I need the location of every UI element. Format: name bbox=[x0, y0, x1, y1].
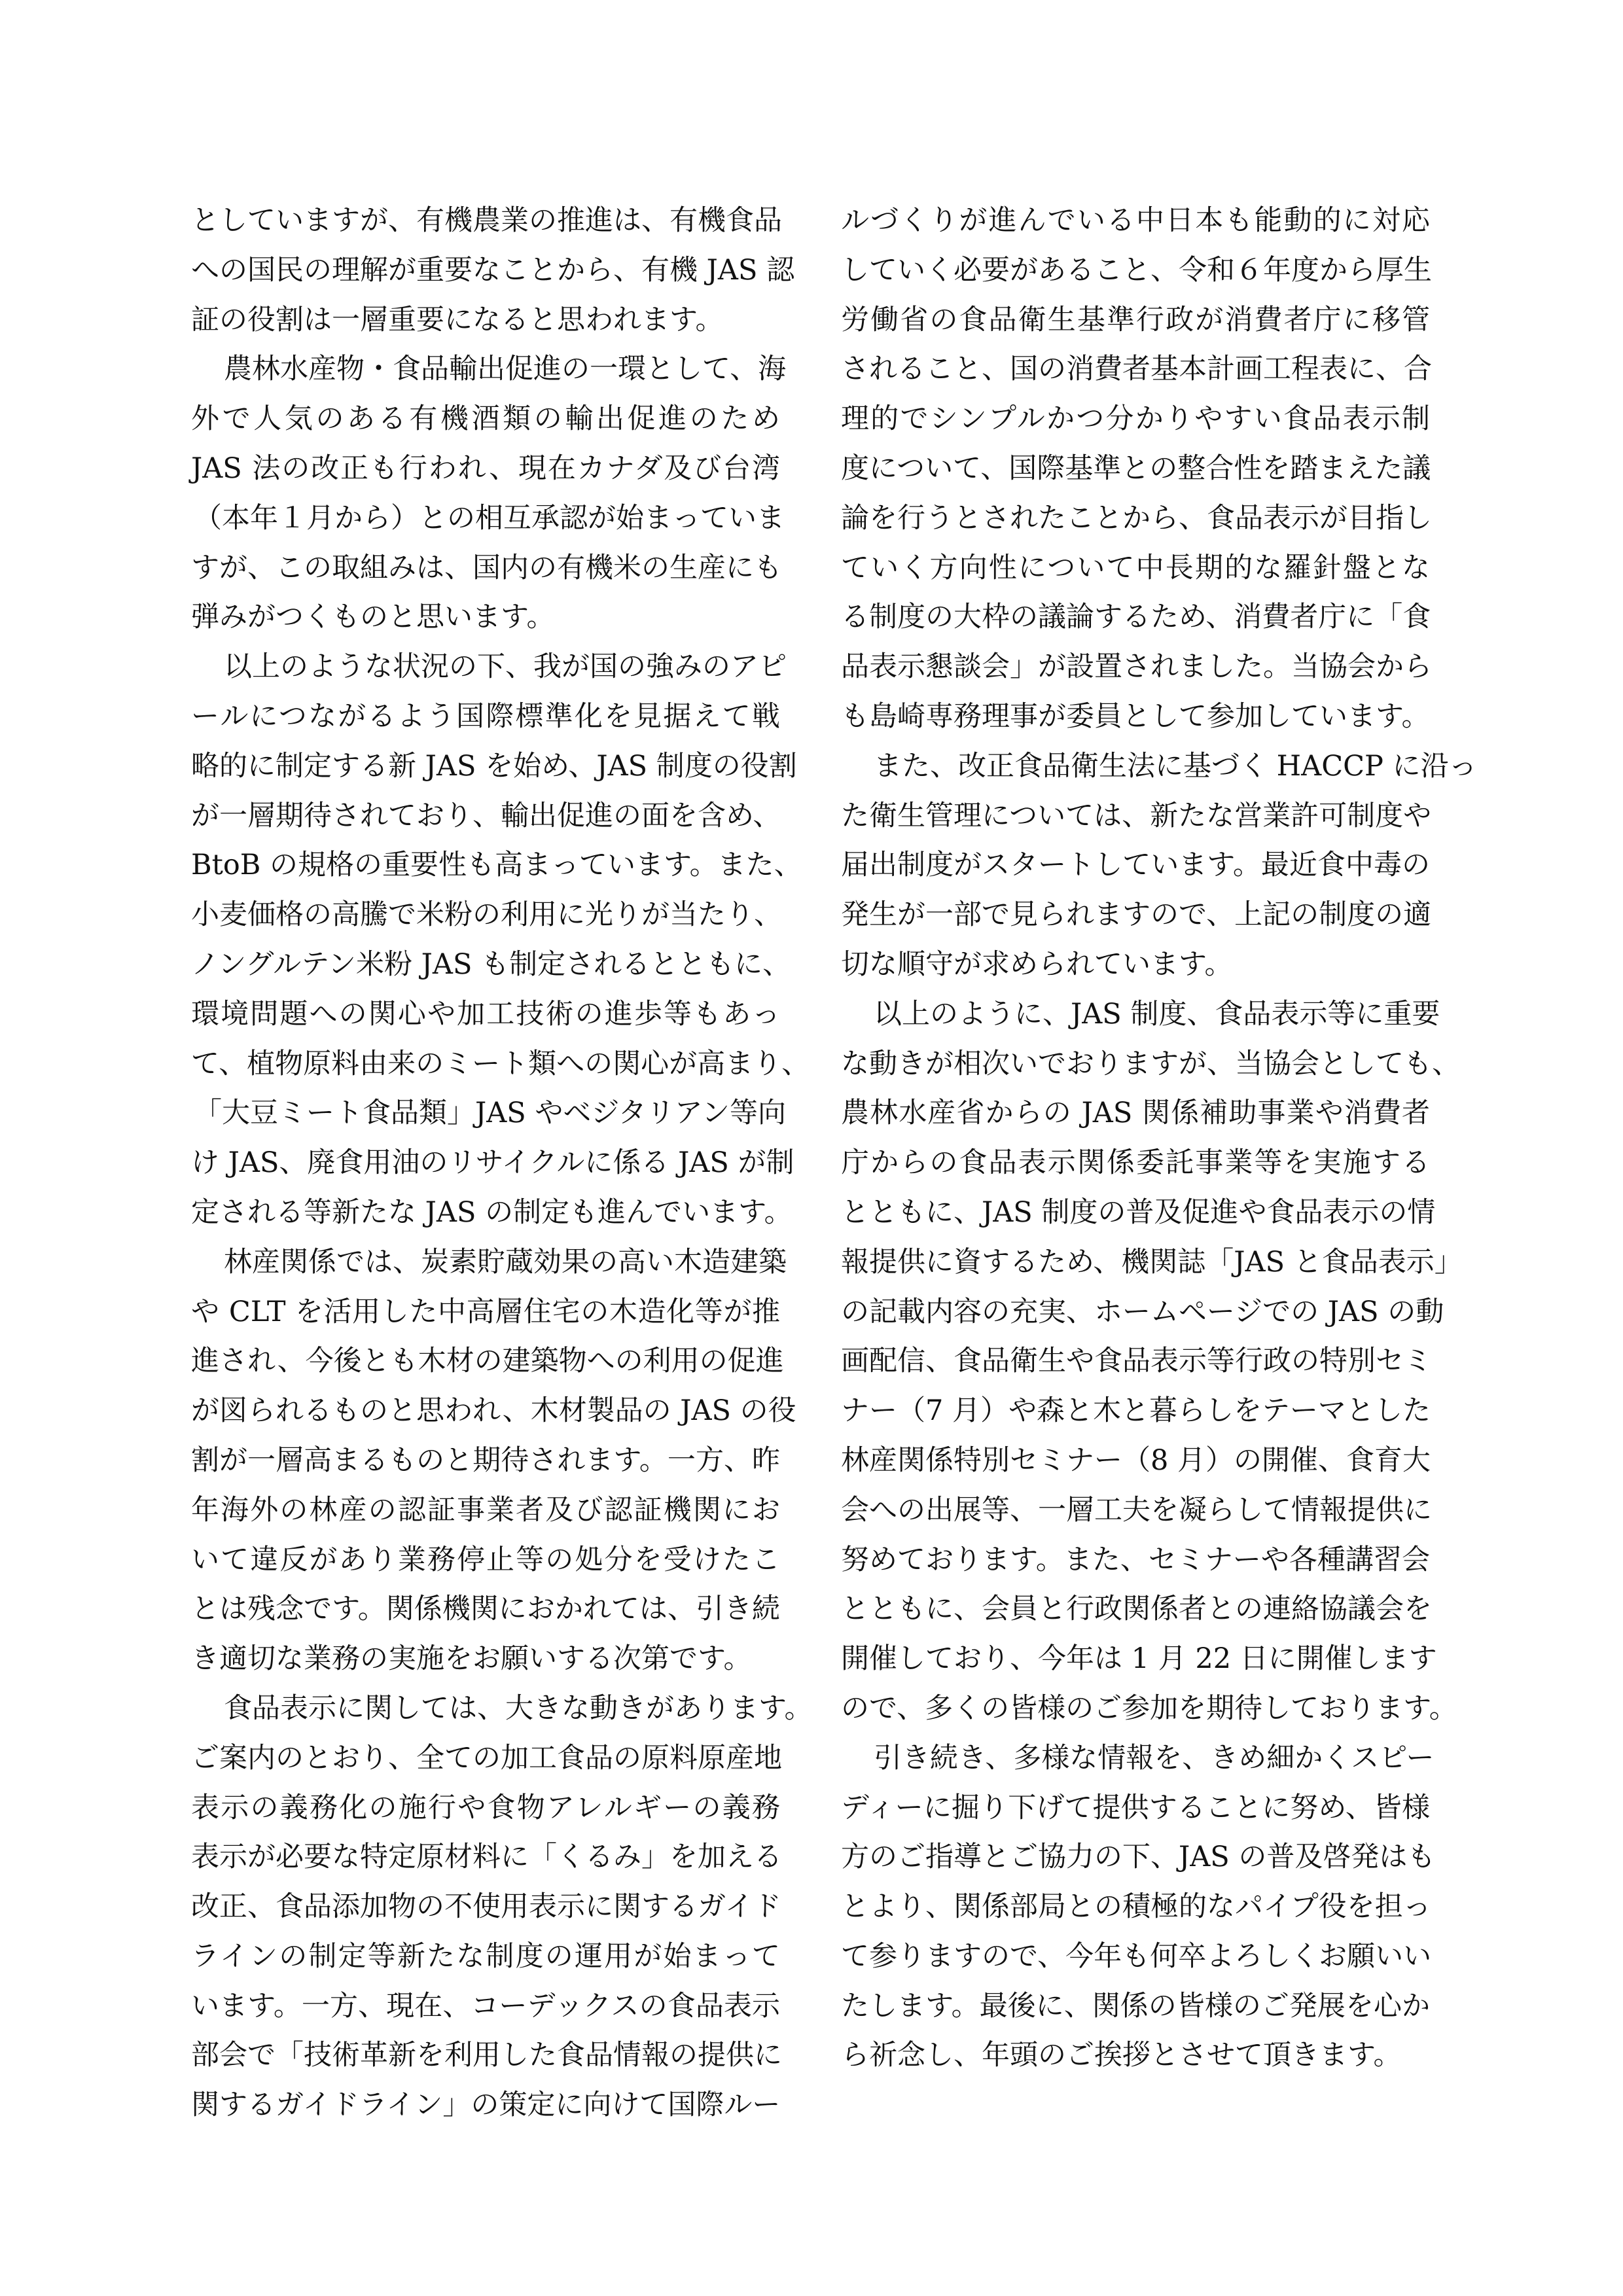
text-line: たします。最後に、関係の皆様のご発展を心か bbox=[841, 1989, 1430, 2022]
text-line: とともに、会員と行政関係者との連絡協議会を bbox=[841, 1593, 1432, 1626]
text-line: や CLT を活用した中高層住宅の木造化等が推 bbox=[191, 1295, 780, 1328]
text-line: 画配信、食品衛生や食品表示等行政の特別セミ bbox=[841, 1345, 1432, 1378]
text-line: 論を行うとされたことから、食品表示が目指し bbox=[841, 501, 1432, 535]
text-line: していく必要があること、令和６年度から厚生 bbox=[841, 253, 1432, 287]
paragraph-start-line: 以上のように、JAS 制度、食品表示等に重要 bbox=[874, 997, 1440, 1031]
text-line: いて違反があり業務停止等の処分を受けたこ bbox=[191, 1543, 780, 1576]
text-line: 報提供に資するため、機関誌「JAS と食品表示」 bbox=[841, 1245, 1463, 1279]
text-line: 度について、国際基準との整合性を踏まえた議 bbox=[841, 451, 1431, 485]
text-line: 略的に制定する新 JAS を始め、JAS 制度の役割 bbox=[191, 749, 797, 783]
text-line: 年海外の林産の認証事業者及び認証機関にお bbox=[191, 1493, 780, 1527]
text-line: 割が一層高まるものと期待されます。一方、昨 bbox=[191, 1443, 780, 1477]
text-line: ディーに掘り下げて提供することに努め、皆様 bbox=[841, 1791, 1430, 1824]
text-line: 品表示懇談会」が設置されました。当協会から bbox=[841, 650, 1432, 684]
text-line: も島崎専務理事が委員として参加しています。 bbox=[841, 699, 1430, 733]
text-line: き適切な業務の実施をお願いする次第です。 bbox=[191, 1642, 752, 1676]
text-line: 小麦価格の高騰で米粉の利用に光りが当たり、 bbox=[191, 898, 782, 932]
text-line: 方のご指導とご協力の下、JAS の普及啓発はも bbox=[841, 1841, 1436, 1874]
text-line: 表示の義務化の施行や食物アレルギーの義務 bbox=[191, 1791, 780, 1824]
text-line: への国民の理解が重要なことから、有機 JAS 認 bbox=[191, 253, 795, 287]
paragraph-start-line: 引き続き、多様な情報を、きめ細かくスピー bbox=[874, 1741, 1435, 1775]
text-line: とともに、JAS 制度の普及促進や食品表示の情 bbox=[841, 1195, 1436, 1229]
paragraph-start-line: 林産関係では、炭素貯蔵効果の高い木造建築 bbox=[224, 1245, 787, 1279]
text-line: 外で人気のある有機酒類の輸出促進のため bbox=[191, 402, 780, 436]
text-line: て、植物原料由来のミート類への関心が高まり、 bbox=[191, 1047, 810, 1080]
text-line: が図られるものと思われ、木材製品の JAS の役 bbox=[191, 1394, 796, 1428]
text-line: 定される等新たな JAS の制定も進んでいます。 bbox=[191, 1195, 793, 1229]
text-line: 切な順守が求められています。 bbox=[841, 947, 1233, 981]
left-column bbox=[191, 196, 813, 2130]
text-line: います。一方、現在、コーデックスの食品表示 bbox=[191, 1989, 780, 2022]
text-line: ていく方向性について中長期的な羅針盤とな bbox=[841, 551, 1430, 584]
text-line: 努めております。また、セミナーや各種講習会 bbox=[841, 1543, 1430, 1576]
paragraph-start-line: また、改正食品衛生法に基づく HACCP に沿っ bbox=[874, 749, 1477, 783]
text-line: 理的でシンプルかつ分かりやすい食品表示制 bbox=[841, 402, 1430, 436]
text-line: 届出制度がスタートしています。最近食中毒の bbox=[841, 849, 1430, 882]
text-line: としていますが、有機農業の推進は、有機食品 bbox=[191, 204, 782, 237]
paragraph-start-line: 以上のような状況の下、我が国の強みのアピ bbox=[224, 650, 787, 684]
text-line: されること、国の消費者基本計画工程表に、合 bbox=[841, 353, 1432, 386]
text-line: BtoB の規格の重要性も高まっています。また、 bbox=[191, 849, 802, 882]
text-line: の記載内容の充実、ホームページでの JAS の動 bbox=[841, 1295, 1444, 1328]
right-column bbox=[841, 196, 1477, 2081]
text-line: 「大豆ミート食品類」JAS やベジタリアン等向 bbox=[194, 1097, 786, 1130]
text-line: ルづくりが進んでいる中日本も能動的に対応 bbox=[841, 204, 1430, 237]
text-line: 環境問題への関心や加工技術の進歩等もあっ bbox=[191, 997, 780, 1031]
text-line: 弾みがつくものと思います。 bbox=[191, 601, 555, 634]
text-line: とは残念です。関係機関におかれては、引き続 bbox=[191, 1593, 780, 1626]
text-line: ご案内のとおり、全ての加工食品の原料原産地 bbox=[191, 1741, 782, 1775]
text-line: 林産関係特別セミナー（8 月）の開催、食育大 bbox=[841, 1443, 1431, 1477]
text-line: 庁からの食品表示関係委託事業等を実施する bbox=[841, 1146, 1430, 1180]
text-line: とより、関係部局との積極的なパイプ役を担っ bbox=[841, 1890, 1431, 1924]
text-line: 改正、食品添加物の不使用表示に関するガイド bbox=[191, 1890, 781, 1924]
text-line: が一層期待されており、輸出促進の面を含め、 bbox=[191, 799, 781, 832]
text-line: 労働省の食品衛生基準行政が消費者庁に移管 bbox=[841, 303, 1430, 336]
text-line: 部会で「技術革新を利用した食品情報の提供に bbox=[191, 2039, 782, 2072]
text-line: ナー（7 月）や森と木と暮らしをテーマとした bbox=[841, 1394, 1431, 1428]
text-line: 開催しており、今年は 1 月 22 日に開催します bbox=[841, 1642, 1437, 1676]
paragraph-start-line: 農林水産物・食品輸出促進の一環として、海 bbox=[224, 353, 787, 386]
text-line: た衛生管理については、新たな営業許可制度や bbox=[841, 799, 1432, 832]
text-line: け JAS、廃食用油のリサイクルに係る JAS が制 bbox=[191, 1146, 794, 1180]
text-line: 農林水産省からの JAS 関係補助事業や消費者 bbox=[841, 1097, 1430, 1130]
text-line: る制度の大枠の議論するため、消費者庁に「食 bbox=[841, 601, 1431, 634]
text-line: な動きが相次いでおりますが、当協会としても、 bbox=[841, 1047, 1460, 1080]
text-line: 進され、今後とも木材の建築物への利用の促進 bbox=[191, 1345, 784, 1378]
text-line: ら祈念し、年頭のご挨拶とさせて頂きます。 bbox=[841, 2039, 1402, 2072]
paragraph-start-line: 食品表示に関しては、大きな動きがあります。 bbox=[224, 1691, 813, 1725]
text-line: JAS 法の改正も行われ、現在カナダ及び台湾 bbox=[191, 451, 780, 485]
text-line: （本年１月から）との相互承認が始まっていま bbox=[194, 501, 785, 535]
text-line: 証の役割は一層重要になると思われます。 bbox=[191, 303, 724, 336]
text-line: 関するガイドライン」の策定に向けて国際ルー bbox=[191, 2089, 781, 2122]
text-line: すが、この取組みは、国内の有機米の生産にも bbox=[191, 551, 782, 584]
text-line: ノングルテン米粉 JAS も制定されるとともに、 bbox=[191, 947, 791, 981]
text-line: ールにつながるよう国際標準化を見据えて戦 bbox=[191, 699, 780, 733]
text-line: 会への出展等、一層工夫を凝らして情報提供に bbox=[841, 1493, 1432, 1527]
text-line: 発生が一部で見られますので、上記の制度の適 bbox=[841, 898, 1432, 932]
text-line: ラインの制定等新たな制度の運用が始まって bbox=[191, 1939, 780, 1973]
text-line: ので、多くの皆様のご参加を期待しております。 bbox=[841, 1691, 1457, 1725]
text-line: て参りますので、今年も何卒よろしくお願いい bbox=[841, 1939, 1432, 1973]
text-line: 表示が必要な特定原材料に「くるみ」を加える bbox=[191, 1841, 782, 1874]
